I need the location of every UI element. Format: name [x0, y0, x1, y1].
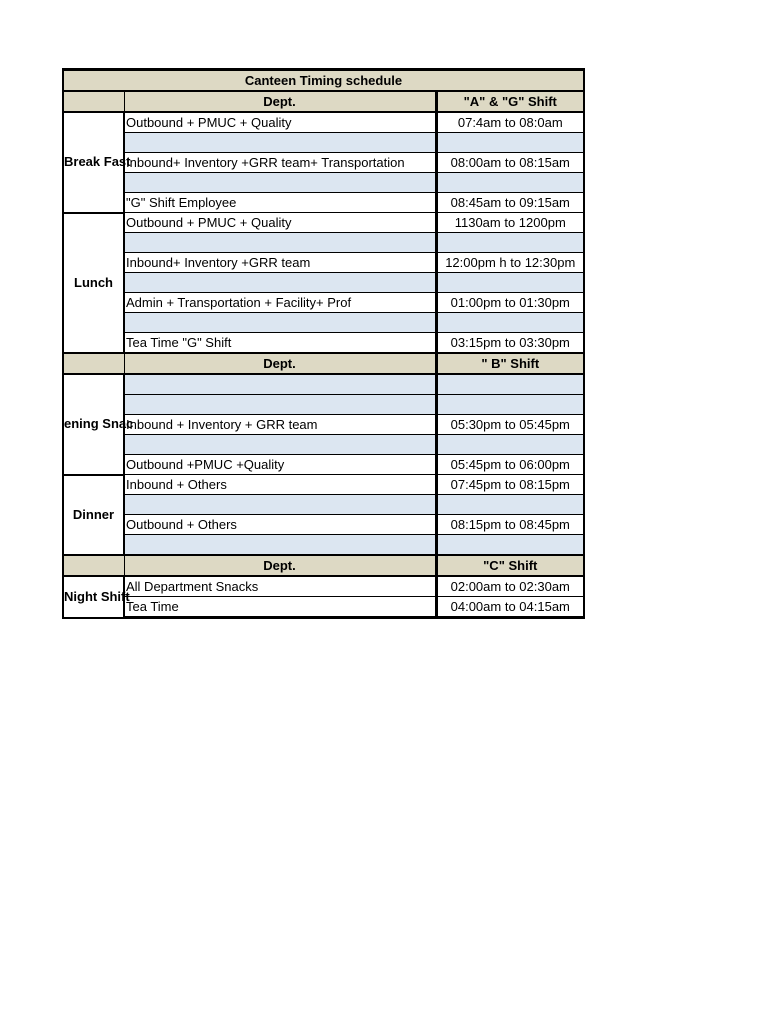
table-row	[63, 515, 584, 535]
table-row	[63, 253, 584, 273]
table-row	[63, 576, 584, 597]
table-row	[63, 293, 584, 313]
department-cell: Tea Time "G" Shift	[124, 333, 436, 354]
table-row	[63, 273, 584, 293]
department-cell	[124, 374, 436, 395]
table-row	[63, 395, 584, 415]
table-row	[63, 153, 584, 173]
timing-cell	[436, 233, 584, 253]
table-row	[63, 173, 584, 193]
header-shift-c: "C" Shift	[436, 555, 584, 576]
timing-cell: 08:00am to 08:15am	[436, 153, 584, 173]
header-row-c	[63, 555, 584, 576]
canteen-schedule-sheet	[62, 68, 583, 619]
timing-cell	[436, 395, 584, 415]
sheet-title: Canteen Timing schedule	[63, 70, 584, 92]
department-cell	[124, 173, 436, 193]
section-c	[63, 576, 584, 618]
timing-cell: 04:00am to 04:15am	[436, 597, 584, 618]
department-cell	[124, 133, 436, 153]
timing-cell: 01:00pm to 01:30pm	[436, 293, 584, 313]
department-cell: Inbound+ Inventory +GRR team	[124, 253, 436, 273]
table-row	[63, 112, 584, 133]
department-cell: Outbound + Others	[124, 515, 436, 535]
department-cell	[124, 535, 436, 556]
header-dept: Dept.	[124, 353, 436, 374]
table-row	[63, 495, 584, 515]
header-row-a-g	[63, 91, 584, 112]
timing-cell: 07:45pm to 08:15pm	[436, 475, 584, 495]
department-cell	[124, 313, 436, 333]
timing-cell	[436, 495, 584, 515]
department-cell	[124, 395, 436, 415]
meal-category-label: Break Fast	[63, 112, 124, 213]
department-cell: Outbound + PMUC + Quality	[124, 213, 436, 233]
table-row	[63, 535, 584, 556]
department-cell: Outbound + PMUC + Quality	[124, 112, 436, 133]
header-row-b	[63, 353, 584, 374]
header-category-cell	[63, 91, 124, 112]
timing-cell: 12:00pm h to 12:30pm	[436, 253, 584, 273]
timing-cell: 07:4am to 08:0am	[436, 112, 584, 133]
department-cell: Inbound + Inventory + GRR team	[124, 415, 436, 435]
timing-cell	[436, 374, 584, 395]
header-category-cell	[63, 353, 124, 374]
table-row	[63, 597, 584, 618]
header-shift-b: " B" Shift	[436, 353, 584, 374]
timing-cell	[436, 273, 584, 293]
department-cell	[124, 273, 436, 293]
section-a-g	[63, 112, 584, 353]
header-dept: Dept.	[124, 555, 436, 576]
department-cell: Inbound+ Inventory +GRR team+ Transportation	[124, 153, 436, 173]
timing-cell: 03:15pm to 03:30pm	[436, 333, 584, 354]
department-cell: "G" Shift Employee	[124, 193, 436, 213]
table-row	[63, 415, 584, 435]
timing-cell	[436, 535, 584, 556]
timing-cell: 05:45pm to 06:00pm	[436, 455, 584, 475]
meal-category-label: Lunch	[63, 213, 124, 354]
department-cell	[124, 233, 436, 253]
title-row	[63, 70, 584, 92]
table-row	[63, 333, 584, 354]
table-row	[63, 313, 584, 333]
department-cell: Inbound + Others	[124, 475, 436, 495]
timing-cell	[436, 133, 584, 153]
timing-cell: 08:45am to 09:15am	[436, 193, 584, 213]
table-row	[63, 133, 584, 153]
meal-category-label: ening Snac	[63, 374, 124, 475]
meal-category-label: Dinner	[63, 475, 124, 556]
timing-cell: 1130am to 1200pm	[436, 213, 584, 233]
header-category-cell	[63, 555, 124, 576]
header-shift-a-g: "A" & "G" Shift	[436, 91, 584, 112]
table-row	[63, 475, 584, 495]
timing-cell	[436, 173, 584, 193]
table-row	[63, 193, 584, 213]
header-dept: Dept.	[124, 91, 436, 112]
department-cell: Tea Time	[124, 597, 436, 618]
schedule-table	[62, 68, 585, 619]
department-cell: Outbound +PMUC +Quality	[124, 455, 436, 475]
table-row	[63, 213, 584, 233]
department-cell: All Department Snacks	[124, 576, 436, 597]
table-row	[63, 435, 584, 455]
timing-cell: 02:00am to 02:30am	[436, 576, 584, 597]
table-row	[63, 455, 584, 475]
meal-category-label: Night Shift	[63, 576, 124, 618]
department-cell	[124, 495, 436, 515]
timing-cell: 08:15pm to 08:45pm	[436, 515, 584, 535]
department-cell	[124, 435, 436, 455]
table-row	[63, 233, 584, 253]
department-cell: Admin + Transportation + Facility+ Prof	[124, 293, 436, 313]
timing-cell	[436, 435, 584, 455]
timing-cell	[436, 313, 584, 333]
section-b	[63, 374, 584, 555]
timing-cell: 05:30pm to 05:45pm	[436, 415, 584, 435]
table-row	[63, 374, 584, 395]
